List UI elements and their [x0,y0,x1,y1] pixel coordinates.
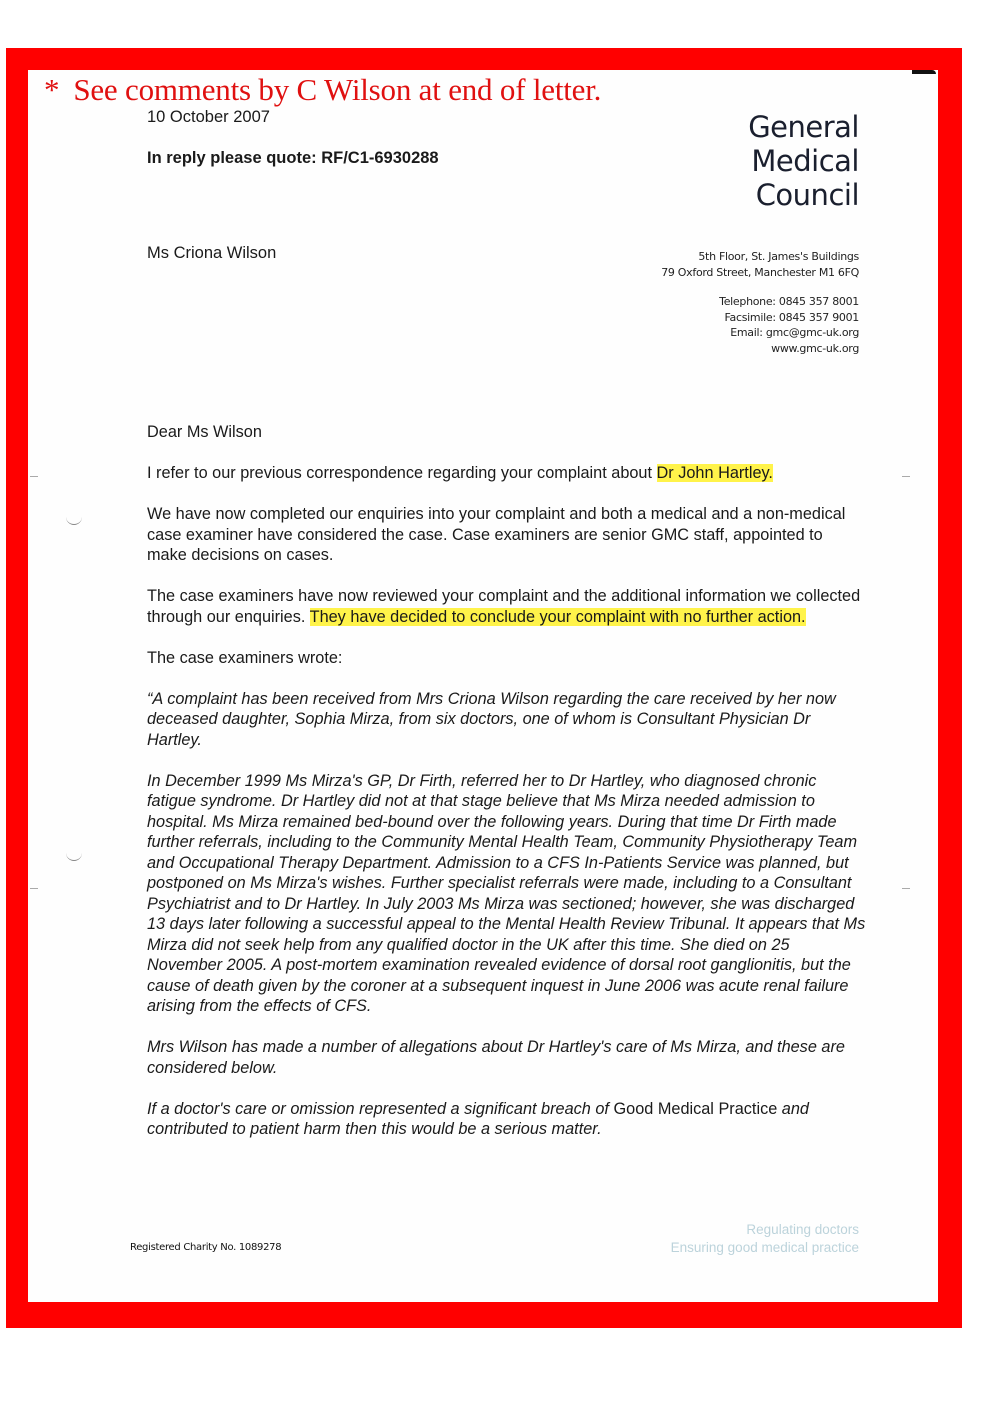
fold-tick [902,888,910,889]
quote-history: In December 1999 Ms Mirza's GP, Dr Firth, referred her to Dr Hartley, who diagnosed chronic fatigue syndrome. Dr Hartley did not at that stage believe that Ms Mirza needed admission to hospital. Ms Mirza remained bed-bound over the following years. During that time Dr Firth made further referrals, including to the Community Mental Health Team, Community Physiotherapy Team and Occupational Therapy Department. Admission to a CFS In-Patients Service was planned, but postponed on Ms Mirza's wishes. Further specialist referrals were made, including to a Consultant Psychiatrist and to Dr Hartley. In July 2003 Ms Mirza was sectioned; however, she was discharged 13 days later following a successful appeal to the Mental Health Review Tribunal. It appears that Ms Mirza did not seek help from any qualified doctor in the UK after this time. She died on 25 November 2005. A post-mortem examination revealed evidence of dorsal root ganglionitis, but the cause of death given by the coroner at a subsequent inquest in June 2006 was acute renal failure arising from the effects of CFS. [147,771,866,1015]
gmc-tagline [671,1221,859,1257]
facsimile: Facsimile: 0845 357 9001 [724,310,859,324]
quote-standard [147,1099,867,1140]
paragraph-text: and contributed to patient harm then this would be a serious matter. [147,1099,809,1138]
annotation-text: See comments by C Wilson at end of letter. [73,72,602,107]
paragraph-text: If a doctor's care or omission represented a significant breach of [147,1099,614,1118]
handwritten-annotation [44,72,601,108]
recipient-name: Ms Criona Wilson [147,244,277,262]
letter-body [147,422,867,1160]
tagline-line: Ensuring good medical practice [670,1240,859,1255]
email: Email: gmc@gmc-uk.org [730,326,859,339]
quote-allegations: Mrs Wilson has made a number of allegations about Dr Hartley's care of Ms Mirza, and these are considered below. [147,1038,845,1077]
fold-tick [30,888,38,889]
org-line: Council [755,178,859,212]
paragraph-refer [147,463,867,484]
paragraph-text: The case examiners have now reviewed your complaint and the additional information we collected through our enquiries. [147,587,861,626]
org-line: General [748,110,859,144]
charity-number: Registered Charity No. 1089278 [130,1242,282,1253]
tagline-line: Regulating doctors [746,1222,859,1237]
good-medical-practice-title: Good Medical Practice [613,1099,778,1118]
paragraph-decision [147,586,867,627]
quote-complaint: “A complaint has been received from Mrs Criona Wilson regarding the care received by her now deceased daughter, Sophia Mirza, from six doctors, one of whom is Consultant Physician Dr Hartley. [147,689,836,749]
highlighted-decision: They have decided to conclude your complaint with no further action. [309,607,806,626]
salutation: Dear Ms Wilson [147,423,262,441]
fold-tick [30,476,38,477]
org-line: Medical [751,144,859,178]
paragraph-examiners-wrote: The case examiners wrote: [147,648,343,667]
gmc-logo-text [748,110,859,212]
sender-contact [719,294,859,356]
fold-tick [902,476,910,477]
paragraph-enquiries: We have now completed our enquiries into your complaint and both a medical and a non-medical case examiner have considered the case. Case examiners are senior GMC staff, appointed to make decisions on cases. [147,505,846,564]
scan-corner-mark [912,70,936,74]
highlighted-doctor-name: Dr John Hartley. [656,464,773,482]
paragraph-text: I refer to our previous correspondence regarding your complaint about [147,464,657,482]
reference-quote: In reply please quote: RF/C1-6930288 [147,149,439,167]
sender-address [661,249,859,280]
asterisk-icon: * [44,72,60,107]
telephone: Telephone: 0845 357 8001 [719,295,859,308]
letter-date: 10 October 2007 [147,108,270,126]
address-line: 5th Floor, St. James's Buildings [698,250,859,263]
website: www.gmc-uk.org [771,341,859,355]
address-line: 79 Oxford Street, Manchester M1 6FQ [661,265,859,279]
